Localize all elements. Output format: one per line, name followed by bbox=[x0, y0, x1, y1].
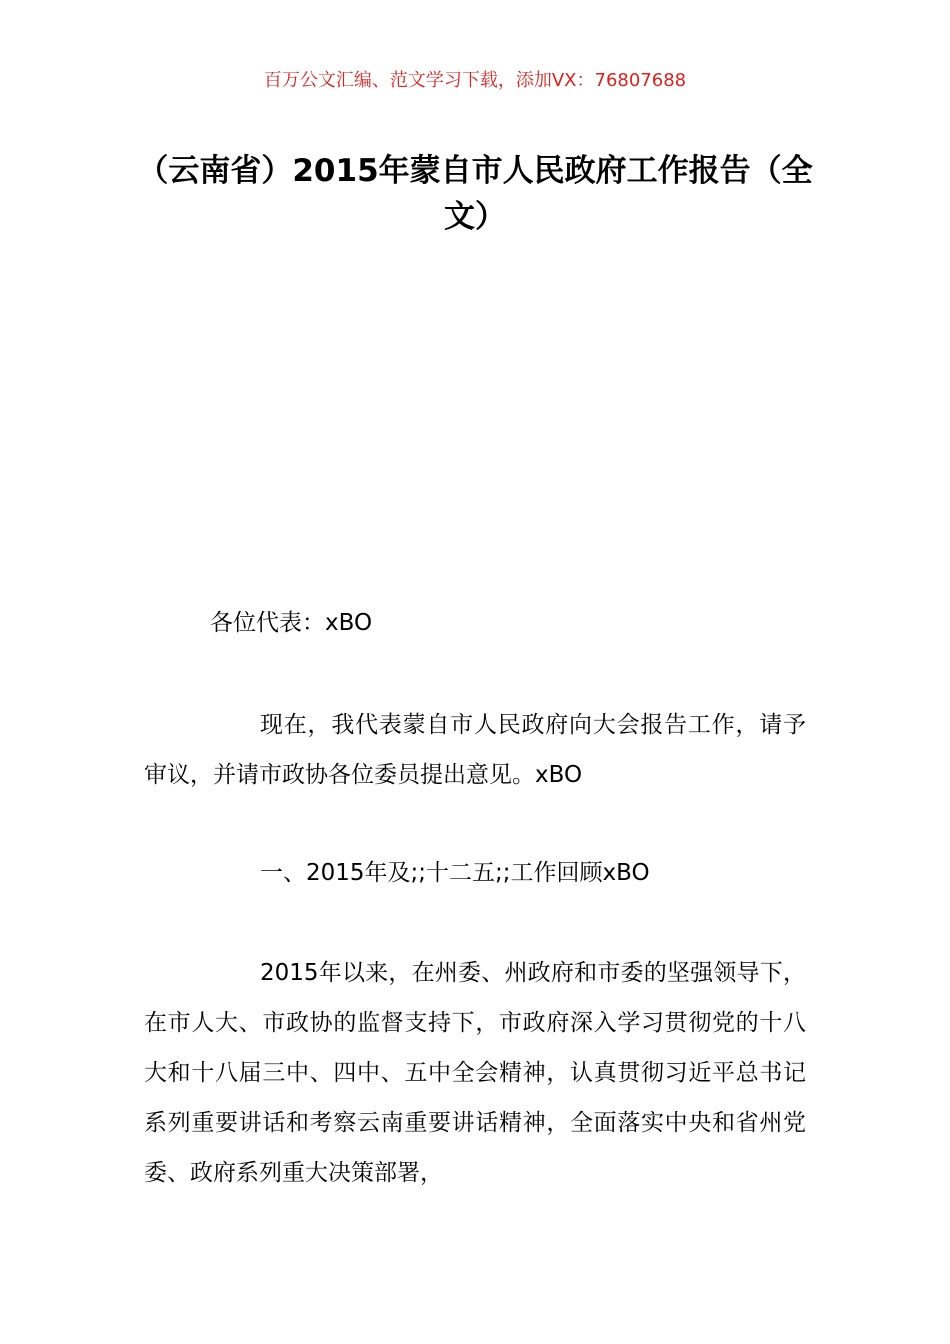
paragraph-intro: 现在，我代表蒙自市人民政府向大会报告工作，请予审议，并请市政协各位委员提出意见。xBO bbox=[144, 712, 806, 788]
salutation: 各位代表：xBO bbox=[210, 610, 373, 636]
paragraph-review: 2015年以来，在州委、州政府和市委的坚强领导下，在市人大、市政协的监督支持下，市政府深入学习贯彻党的十八大和十八届三中、四中、五中全会精神，认真贯彻习近平总书记系列重要讲话和考察云南重要讲话精神，全面落实中央和省州党委、政府系列重大决策部署， bbox=[144, 960, 806, 1186]
section-heading: 一、2015年及;;十二五;;工作回顾xBO bbox=[260, 860, 650, 886]
document-title: （云南省）2015年蒙自市人民政府工作报告（全文） bbox=[137, 153, 813, 235]
header-note: 百万公文汇编、范文学习下载，添加VX：76807688 bbox=[263, 70, 687, 91]
